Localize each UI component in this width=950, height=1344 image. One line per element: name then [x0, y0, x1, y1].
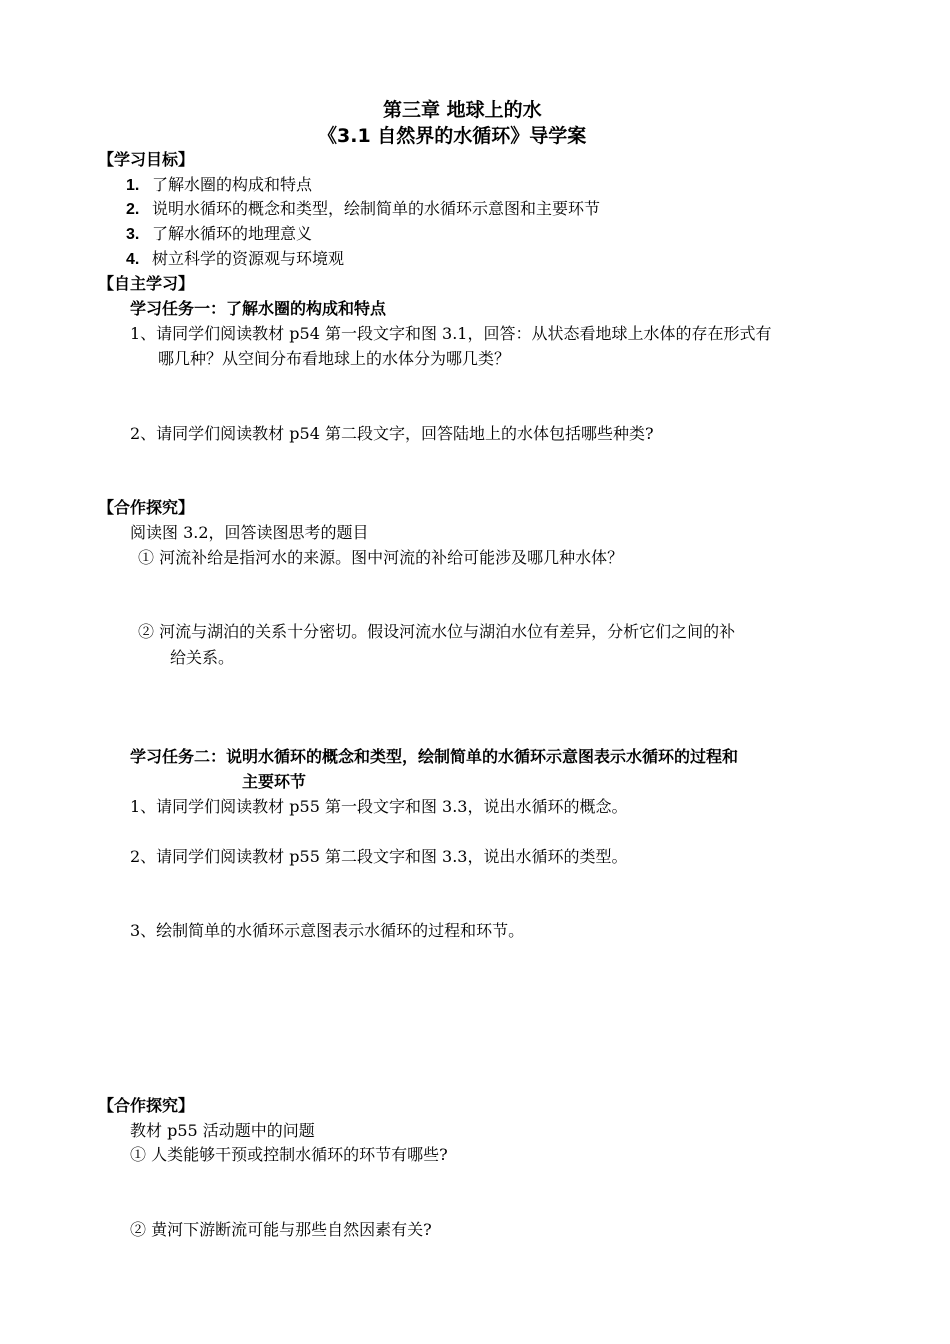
- objective-number: 2.: [126, 201, 140, 218]
- objective-text: 了解水循环的地理意义: [152, 224, 313, 243]
- coop1-question-2-continued: 给关系。: [170, 648, 235, 667]
- objective-text: 树立科学的资源观与环境观: [152, 249, 345, 268]
- coop2-question-1: ① 人类能够干预或控制水循环的环节有哪些?: [130, 1145, 448, 1164]
- task1-question-2: 2、请同学们阅读教材 p54 第二段文字，回答陆地上的水体包括哪些种类?: [130, 424, 654, 443]
- objective-number: 3.: [126, 226, 140, 243]
- coop1-question-1: ① 河流补给是指河水的来源。图中河流的补给可能涉及哪几种水体？: [138, 548, 624, 567]
- chapter-title: 第三章 地球上的水: [383, 99, 542, 121]
- objective-number: 1.: [126, 177, 140, 194]
- objectives-heading: 【学习目标】: [98, 150, 195, 169]
- objective-text: 了解水圈的构成和特点: [152, 175, 313, 194]
- objective-item: [126, 224, 312, 245]
- coop1-intro: 阅读图 3.2，回答读图思考的题目: [130, 523, 369, 542]
- task1-question-1: 1、请同学们阅读教材 p54 第一段文字和图 3.1，回答：从状态看地球上水体的存在形式有: [130, 324, 772, 343]
- lesson-title: 《3.1 自然界的水循环》导学案: [318, 125, 587, 147]
- objective-text: 说明水循环的概念和类型，绘制简单的水循环示意图和主要环节: [152, 199, 601, 218]
- task2-title-continued: 主要环节: [242, 772, 307, 791]
- coop2-intro: 教材 p55 活动题中的问题: [130, 1121, 315, 1140]
- task2-question-3: 3、绘制简单的水循环示意图表示水循环的过程和环节。: [130, 921, 525, 940]
- objective-number: 4.: [126, 251, 140, 268]
- objective-item: [126, 199, 600, 220]
- task2-title: 学习任务二：说明水循环的概念和类型，绘制简单的水循环示意图表示水循环的过程和: [130, 747, 739, 766]
- coop1-question-2: ② 河流与湖泊的关系十分密切。假设河流水位与湖泊水位有差异，分析它们之间的补: [138, 622, 736, 641]
- task1-question-1-continued: 哪几种？从空间分布看地球上的水体分为哪几类？: [158, 349, 511, 368]
- task2-question-2: 2、请同学们阅读教材 p55 第二段文字和图 3.3，说出水循环的类型。: [130, 847, 628, 866]
- task2-question-1: 1、请同学们阅读教材 p55 第一段文字和图 3.3，说出水循环的概念。: [130, 797, 628, 816]
- cooperative-inquiry-heading: 【合作探究】: [98, 498, 195, 517]
- objective-item: [126, 175, 312, 196]
- coop2-question-2: ② 黄河下游断流可能与那些自然因素有关?: [130, 1220, 432, 1239]
- objective-item: [126, 249, 344, 270]
- self-study-heading: 【自主学习】: [98, 274, 195, 293]
- cooperative-inquiry-heading-2: 【合作探究】: [98, 1096, 195, 1115]
- task1-title: 学习任务一：了解水圈的构成和特点: [130, 299, 387, 318]
